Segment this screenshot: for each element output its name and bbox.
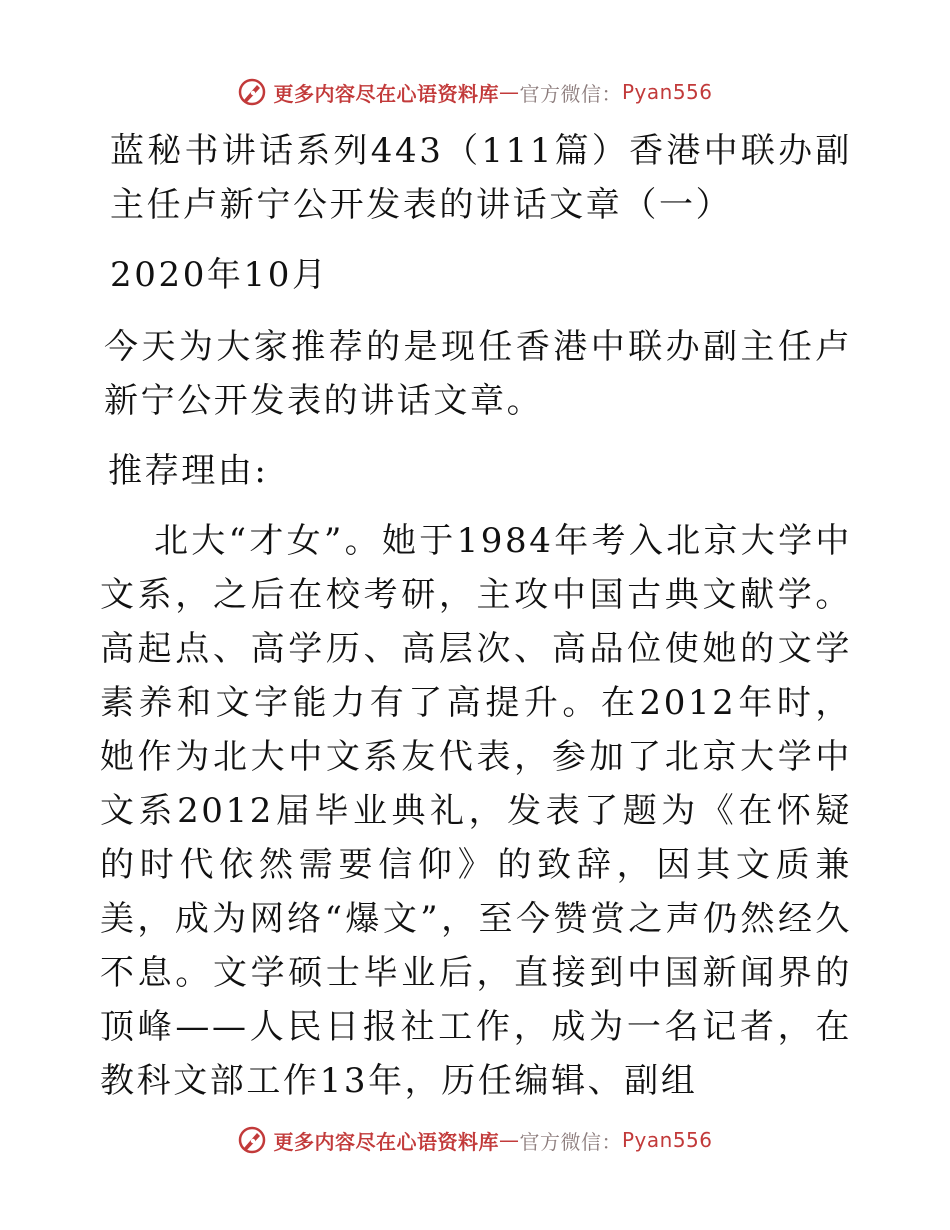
watermark-official-label: 官方微信： <box>519 1129 622 1154</box>
watermark-header <box>0 72 950 112</box>
reason-heading: 推荐理由: <box>108 451 269 491</box>
watermark-wechat-id: Pyan556 <box>621 1128 713 1152</box>
body-paragraph: 北大“才女”。她于1984年考入北京大学中文系，之后在校考研，主攻中国古典文献学。高起点、高学历、高层次、高品位使她的文学素养和文字能力有了高提升。在2012年时，她作为北大中文系友代表，参加了北京大学中文系2012届毕业典礼，发表了题为《在怀疑的时代依然需要信仰》的致辞，因其文质兼美，成为网络“爆文”，至今赞赏之声仍然经久不息。文学硕士毕业后，直接到中国新闻界的顶峰——人民日报社工作，成为一名记者，在教科文部工作13年，历任编辑、副组 <box>100 521 852 1101</box>
watermark-dash: — <box>498 80 520 104</box>
watermark-dash: — <box>498 1128 520 1152</box>
document-date: 2020年10月 <box>110 255 329 295</box>
pen-nib-logo-icon <box>237 77 267 107</box>
watermark-official-label: 官方微信： <box>519 81 622 106</box>
intro-paragraph: 今天为大家推荐的是现任香港中联办副主任卢新宁公开发表的讲话文章。 <box>104 327 852 421</box>
watermark-main-text: 更多内容尽在心语资料库 <box>273 1129 499 1154</box>
watermark-footer <box>0 1120 950 1160</box>
watermark-wechat-id: Pyan556 <box>621 80 713 104</box>
watermark-main-text: 更多内容尽在心语资料库 <box>273 81 499 106</box>
pen-nib-logo-icon <box>237 1125 267 1155</box>
document-content <box>100 124 852 1108</box>
document-title: 蓝秘书讲话系列443（111篇）香港中联办副主任卢新宁公开发表的讲话文章（一） <box>110 131 852 225</box>
